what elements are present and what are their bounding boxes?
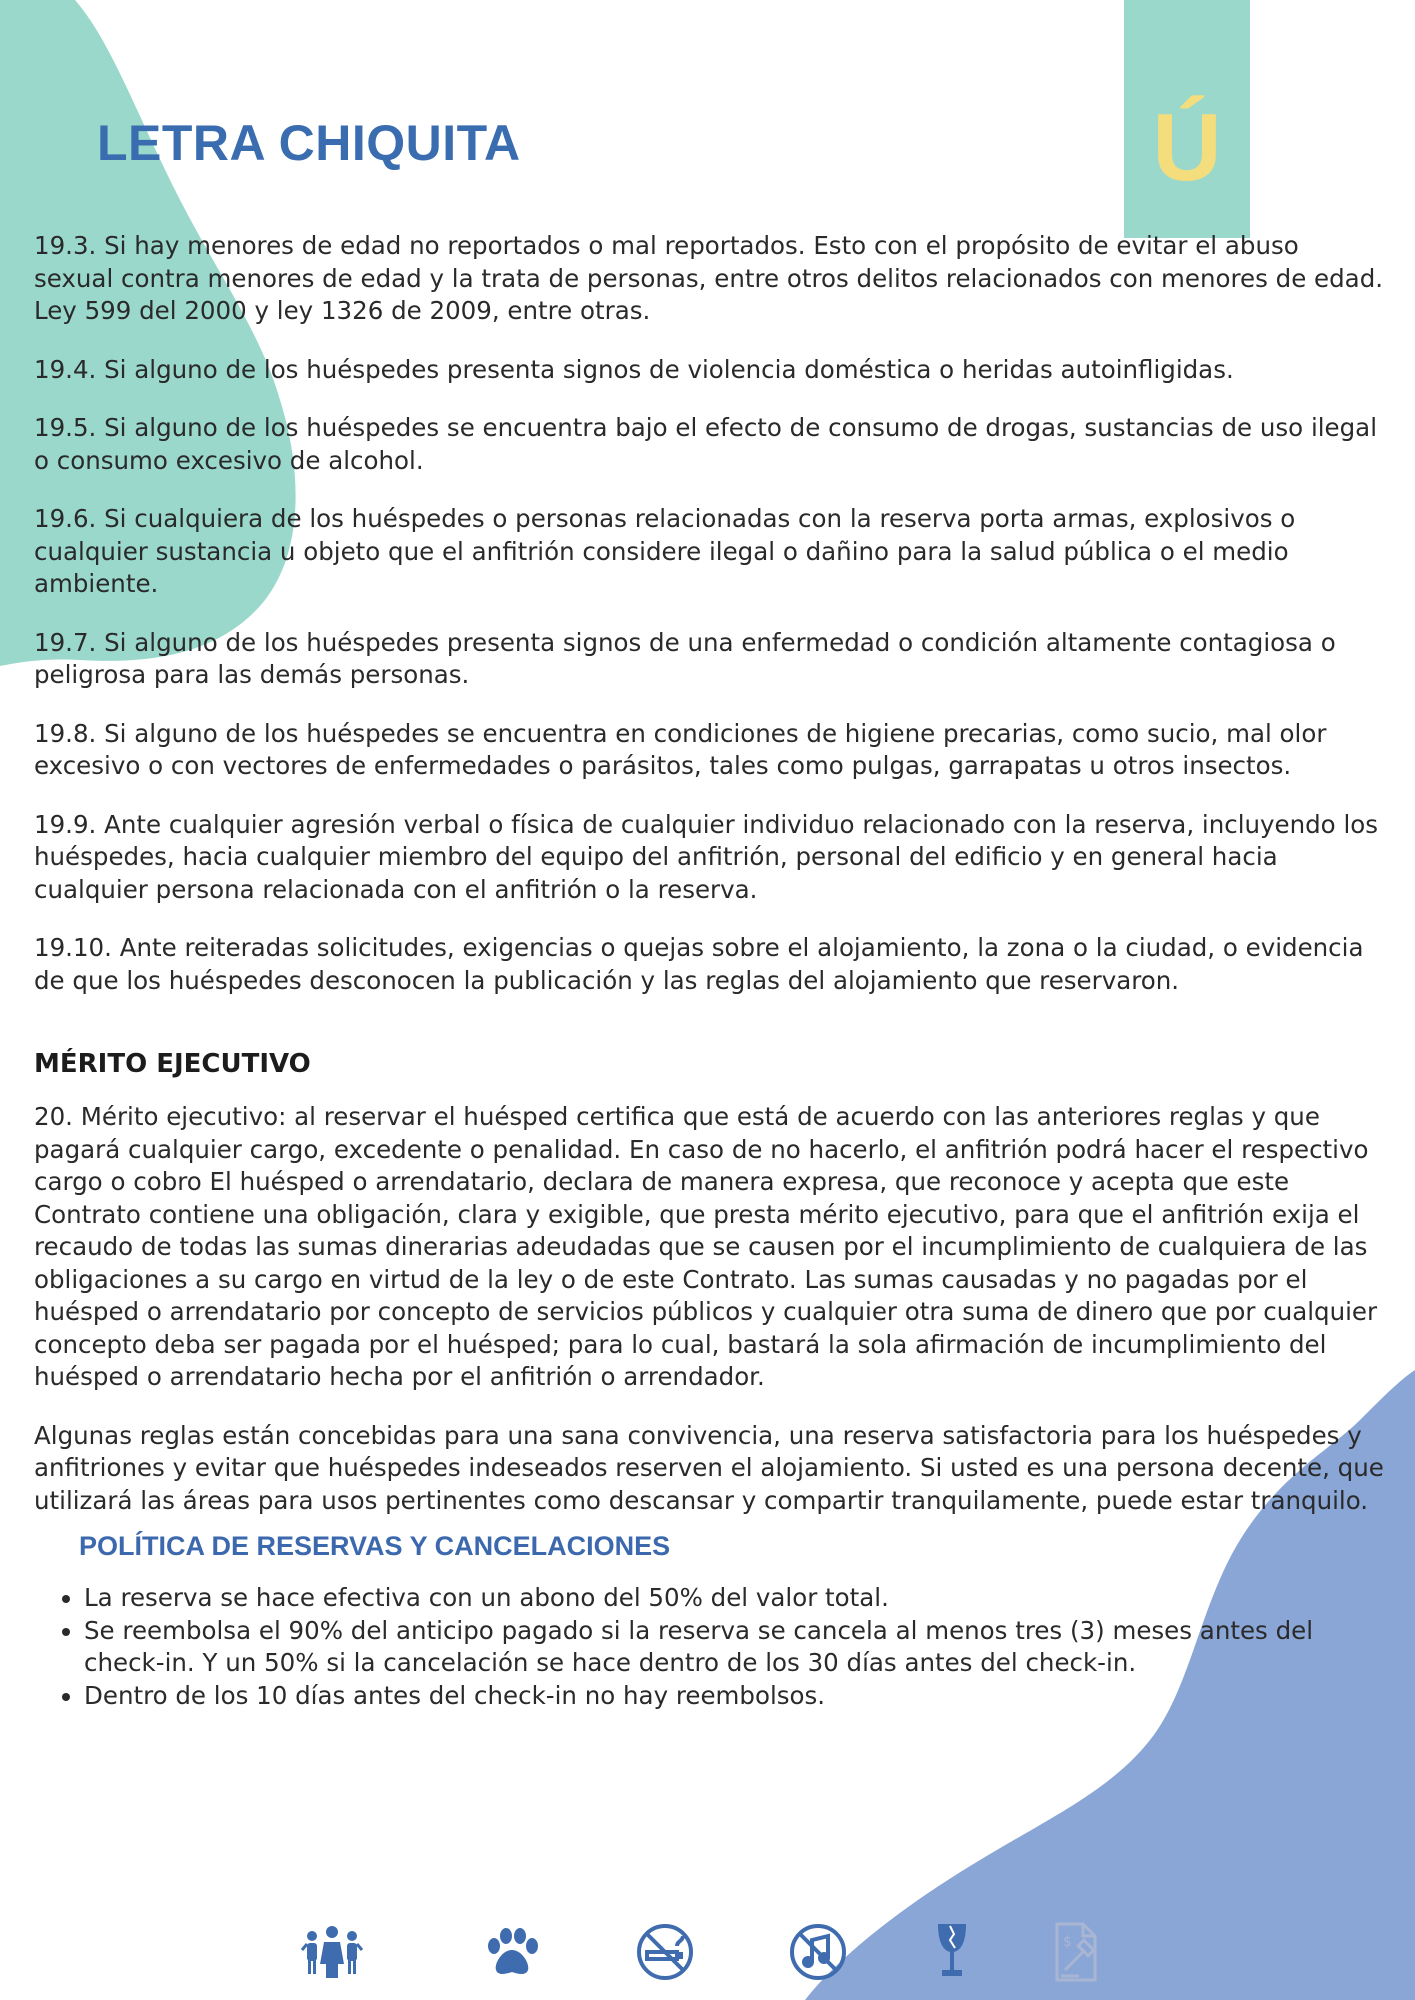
list-item: • La reserva se hace efectiva con un abono del 50% del valor total.	[84, 1582, 1384, 1615]
politica-list	[34, 1582, 1384, 1712]
document-body	[34, 230, 1384, 1712]
list-item: • Dentro de los 10 días antes del check-in no hay reembolsos.	[84, 1680, 1384, 1713]
clause-19-4: 19.4. Si alguno de los huéspedes presenta signos de violencia doméstica o heridas autoinfligidas.	[34, 354, 1234, 384]
svg-text:$: $	[1063, 1934, 1072, 1950]
list-item: • Se reembolsa el 90% del anticipo pagado si la reserva se cancela al menos tres (3) meses antes del check-in. Y un 50% si la cancelación se hace dentro de los 30 días antes del check-in.	[84, 1615, 1384, 1680]
clause-19-10: 19.10. Ante reiteradas solicitudes, exigencias o quejas sobre el alojamiento, la zona o la ciudad, o evidencia de que los huéspedes desconocen la publicación y las reglas del alojamiento que reservaron.	[34, 933, 1364, 995]
clause-19-7: 19.7. Si alguno de los huéspedes presenta signos de una enfermedad o condición altamente contagiosa o peligrosa para las demás personas.	[34, 627, 1336, 689]
corner-tab-letter: Ú	[1152, 94, 1222, 201]
footer-icons	[300, 1920, 1120, 1984]
family-icon	[300, 1920, 364, 1984]
paw-icon	[480, 1920, 544, 1984]
no-smoking-icon	[633, 1920, 697, 1984]
clause-19-9: 19.9. Ante cualquier agresión verbal o física de cualquier individuo relacionado con la reserva, incluyendo los huéspedes, hacia cualquier miembro del equipo del anfitrión, personal del edificio y en general hacia cualquier persona relacionada con el anfitrión o la reserva.	[34, 809, 1379, 904]
no-music-icon	[786, 1920, 850, 1984]
clause-19-5: 19.5. Si alguno de los huéspedes se encuentra bajo el efecto de consumo de drogas, sustancias de uso ilegal o consumo excesivo de alcohol.	[34, 413, 1378, 475]
clause-19-8: 19.8. Si alguno de los huéspedes se encuentra en condiciones de higiene precarias, como sucio, mal olor excesivo o con vectores de enfermedades o parásitos, tales como pulgas, garrapatas u otros insectos.	[34, 718, 1327, 780]
clause-19-3: 19.3. Si hay menores de edad no reportados o mal reportados. Esto con el propósito de evitar el abuso sexual contra menores de edad y la trata de personas, entre otros delitos relacionados con menores de edad. Ley 599 del 2000 y ley 1326 de 2009, entre otras.	[34, 231, 1384, 325]
merito-paragraph: 20. Mérito ejecutivo: al reservar el huésped certifica que está de acuerdo con las anteriores reglas y que pagará cualquier cargo, excedente o penalidad. En caso de no hacerlo, el anfitrión podrá hacer el respectivo cargo o cobro El huésped o arrendatario, declara de manera expresa, que reconoce y acepta que este Contrato contiene una obligación, clara y exigible, que presta mérito ejecutivo, para que el anfitrión exija el recaudo de todas las sumas dinerarias adeudadas que se causen por el incumplimiento de cualquiera de las obligaciones a su cargo en virtud de la ley o de este Contrato. Las sumas causadas y no pagadas por el huésped o arrendatario por concepto de servicios públicos y cualquier otra suma de dinero que por cualquier concepto deba ser pagada por el huésped; para lo cual, bastará la sola afirmación de incumplimiento del huésped o arrendatario hecha por el anfitrión o arrendador.	[34, 1102, 1378, 1391]
convivencia-paragraph: Algunas reglas están concebidas para una sana convivencia, una reserva satisfactoria para los huéspedes y anfitriones y evitar que huéspedes indeseados reserven el alojamiento. Si usted es una persona decente, que utilizará las áreas para usos pertinentes como descansar y compartir tranquilamente, puede estar tranquilo.	[34, 1420, 1384, 1515]
page-title: LETRA CHIQUITA	[97, 115, 521, 171]
clause-19-6: 19.6. Si cualquiera de los huéspedes o personas relacionadas con la reserva porta armas, explosivos o cualquier sustancia u objeto que el anfitrión considere ilegal o dañino para la salud pública o el medio ambiente.	[34, 504, 1296, 598]
fragile-glass-icon	[920, 1920, 984, 1984]
legal-document-icon	[1045, 1920, 1109, 1984]
politica-heading: POLÍTICA DE RESERVAS Y CANCELACIONES	[79, 1531, 671, 1561]
merito-heading: MÉRITO EJECUTIVO	[34, 1049, 311, 1079]
